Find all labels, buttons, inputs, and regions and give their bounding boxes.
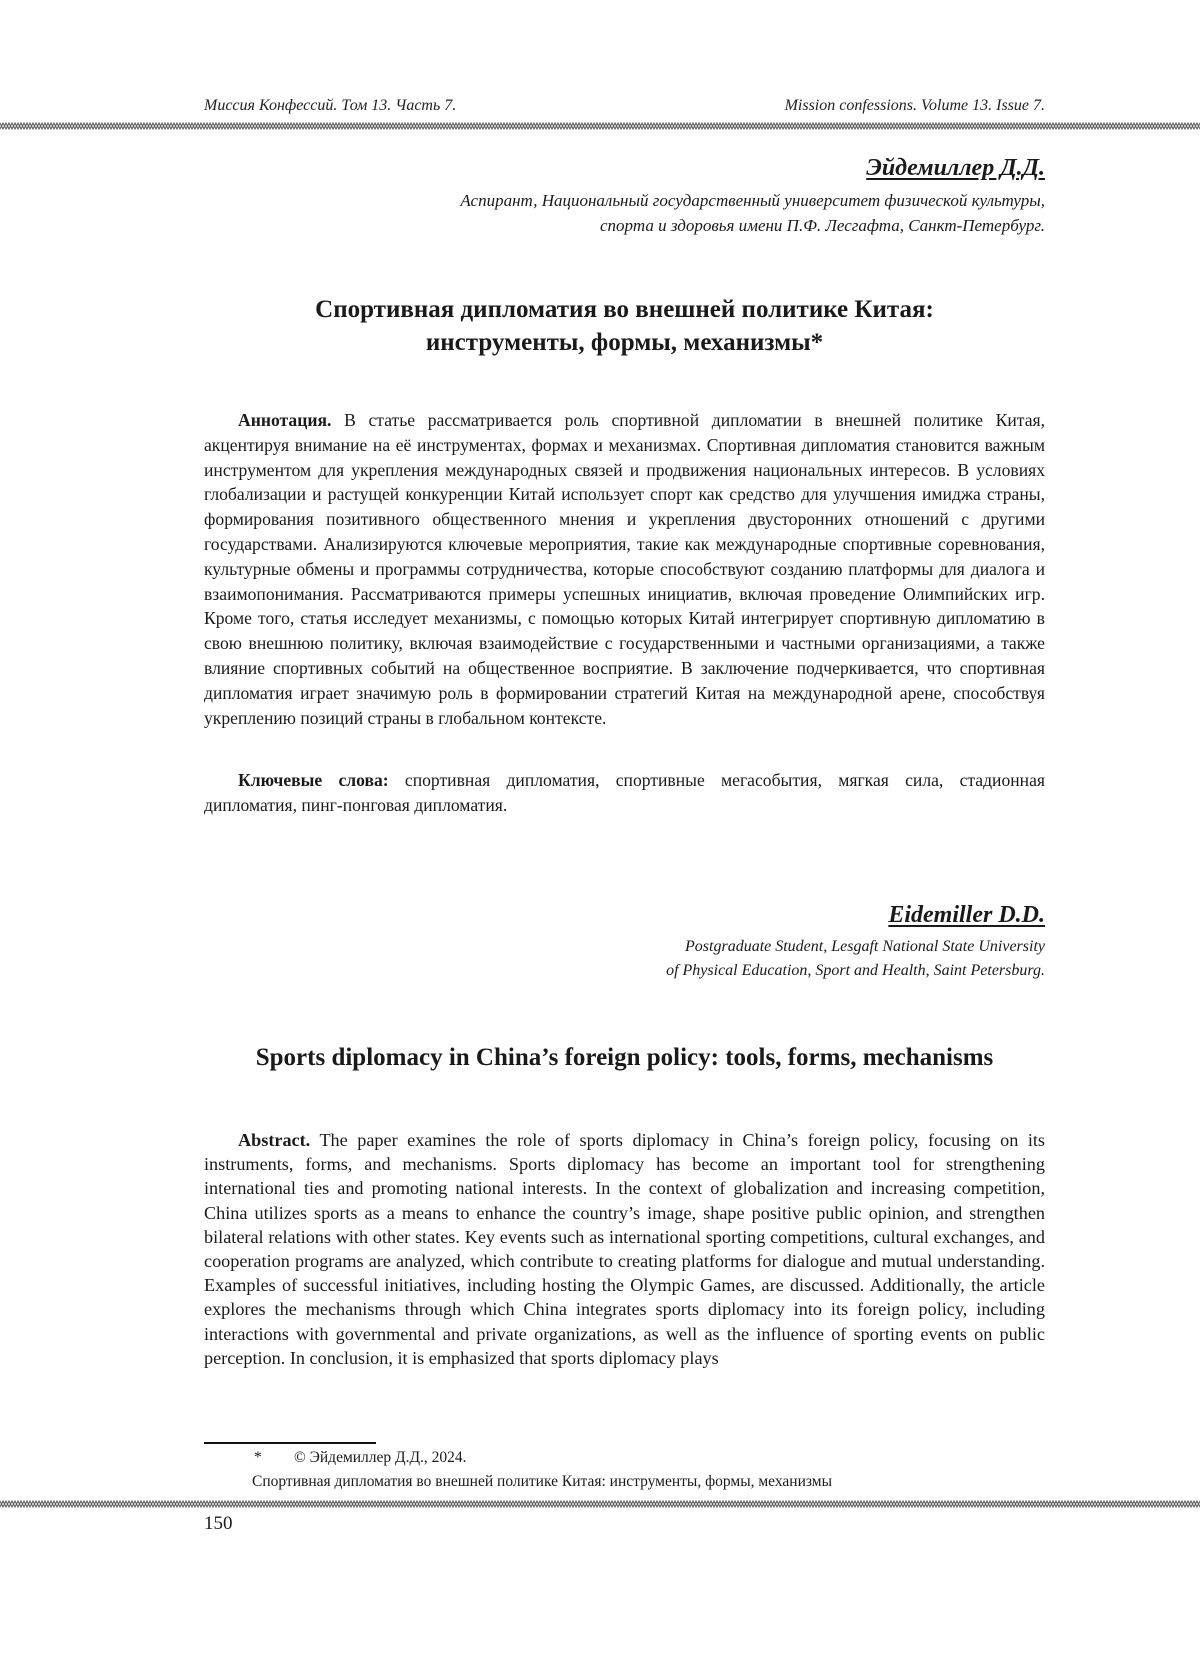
en-author-block — [666, 902, 1045, 983]
ru-abstract-text: В статье рассматривается роль спортивной дипломатии в внешней политике Китая, акцентируя внимание на её инструментах, формах и механизмах. Спортивная дипломатия становится важным инструментом для укрепления международных связей и продвижения национальных интересов. В условиях глобализации и растущей конкуренции Китай использует спорт как средство для улучшения имиджа страны, формирования позитивного общественного мнения и укрепления двусторонних отношений с другими государствами. Анализируются ключевые мероприятия, такие как международные спортивные соревнования, культурные обмены и программы сотрудничества, которые способствуют созданию платформы для диалога и взаимопонимания. Рассматриваются примеры успешных инициатив, включая проведение Олимпийских игр. Кроме того, статья исследует механизмы, с помощью которых Китай интегрирует спортивную дипломатию в свою внешнюю политику, включая взаимодействие с государственными и частными организациями, а также влияние спортивных событий на общественное восприятие. В заключение подчеркивается, что спортивная дипломатия играет значимую роль в формировании стратегий Китая на международной арене, способствуя укреплению позиций страны в глобальном контексте. — [204, 410, 1045, 728]
ru-author-block — [460, 155, 1045, 238]
en-abstract — [204, 1128, 1045, 1370]
ru-keywords — [204, 768, 1045, 818]
en-affiliation — [666, 935, 1045, 983]
footnote-title: Спортивная дипломатия во внешней политике Китая: инструменты, формы, механизмы — [252, 1473, 833, 1490]
footnote-rule — [204, 1442, 376, 1444]
ru-title-line-2: инструменты, формы, механизмы* — [425, 329, 824, 356]
running-header — [204, 97, 1045, 115]
en-article-title: Sports diplomacy in China’s foreign policy: tools, forms, mechanisms — [255, 1044, 994, 1071]
ru-author-name: Эйдемиллер Д.Д. — [866, 155, 1045, 181]
en-affiliation-line-2: of Physical Education, Sport and Health, Saint Petersburg. — [666, 962, 1045, 979]
en-abstract-text: The paper examines the role of sports diplomacy in China’s foreign policy, focusing on its instruments, forms, and mechanisms. Sports diplomacy has become an important tool for strengthening international ties and promoting national interests. In the context of globalization and increasing competition, China utilizes sports as a means to enhance the country’s image, shape positive public opinion, and strengthen bilateral relations with other states. Key events such as international sporting competitions, cultural exchanges, and cooperation programs are analyzed, which contribute to creating platforms for dialogue and mutual understanding. Examples of successful initiatives, including hosting the Olympic Games, are discussed. Additionally, the article explores the mechanisms through which China integrates sports diplomacy into its foreign policy, including interactions with governmental and private organizations, as well as the influence of sporting events on public perception. In conclusion, it is emphasized that sports diplomacy plays — [204, 1130, 1046, 1368]
ru-affiliation-line-1: Аспирант, Национальный государственный университет физической культуры, — [460, 191, 1045, 210]
ru-abstract — [204, 408, 1045, 730]
en-author-name: Eidemiller D.D. — [888, 902, 1045, 928]
en-affiliation-line-1: Postgraduate Student, Lesgaft National State University — [685, 938, 1045, 955]
en-abstract-label: Abstract. — [238, 1130, 311, 1150]
ru-title-line-1: Спортивная дипломатия во внешней политике Китая: — [315, 296, 934, 323]
footnote-copyright: © Эйдемиллер Д.Д., 2024. — [294, 1449, 467, 1466]
footnote — [204, 1446, 1045, 1494]
footnote-line-1 — [204, 1446, 1045, 1470]
ru-keywords-text: спортивная дипломатия, спортивные мегасобытия, мягкая сила, стадионная дипломатия, пинг-понговая дипломатия. — [204, 770, 1045, 815]
page-number: 150 — [204, 1513, 233, 1534]
footnote-marker: * — [254, 1449, 262, 1466]
ru-affiliation — [460, 188, 1045, 238]
ru-keywords-label: Ключевые слова: — [238, 770, 389, 790]
running-header-right: Mission confessions. Volume 13. Issue 7. — [784, 97, 1045, 114]
ru-article-title — [204, 293, 1045, 359]
running-header-left: Миссия Конфессий. Том 13. Часть 7. — [204, 97, 457, 114]
ru-abstract-label: Аннотация. — [238, 410, 332, 430]
header-ornament-rule — [0, 122, 1200, 130]
ru-affiliation-line-2: спорта и здоровья имени П.Ф. Лесгафта, Санкт-Петербург. — [600, 216, 1045, 235]
footer-ornament-rule — [0, 1500, 1200, 1508]
